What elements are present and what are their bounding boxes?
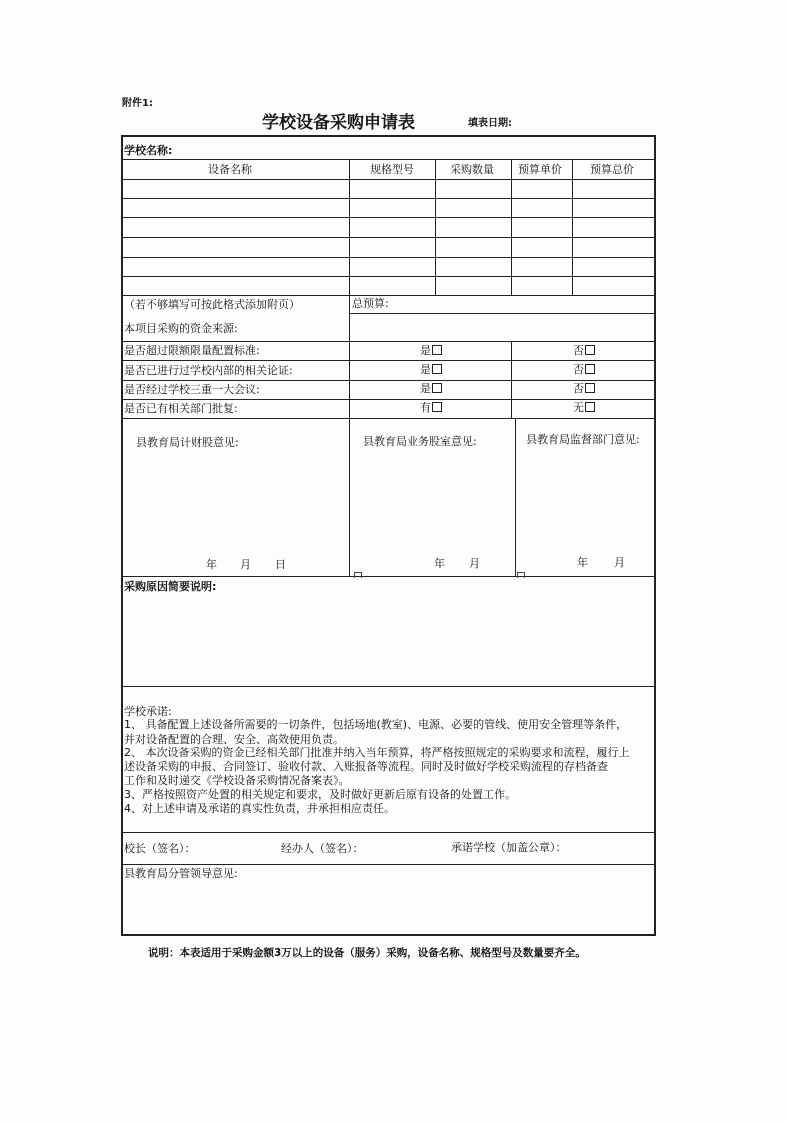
leader-opinion-label: 县教育局分管领导意见: — [124, 867, 238, 880]
reason-label: 采购原因简要说明: — [124, 580, 217, 593]
principal-signature-label: 校长（签名）： — [124, 842, 196, 855]
table-row[interactable] — [123, 277, 348, 295]
footer-note: 说明：本表适用于采购金额3万以上的设备（服务）采购，设备名称、规格型号及数量要齐全。 — [148, 947, 586, 959]
no-option[interactable]: 无 — [573, 401, 595, 415]
add-pages-note: （若不够填写可按此格式添加附页） — [124, 298, 300, 311]
question-label: 是否已进行过学校内部的相关论证: — [124, 364, 293, 377]
date-month: 月 — [240, 558, 251, 571]
checkbox-icon[interactable] — [432, 383, 442, 393]
column-header: 采购数量 — [450, 163, 494, 176]
checkbox-icon[interactable] — [432, 402, 442, 412]
question-label: 是否已有相关部门批复: — [124, 402, 238, 415]
table-row[interactable] — [123, 258, 348, 276]
checkbox-icon[interactable] — [585, 345, 595, 355]
commitment-line: 4、对上述申请及承诺的真实性负责，并承担相应责任。 — [124, 802, 395, 815]
fund-source-label: 本项目采购的资金来源: — [124, 322, 238, 335]
fund-source-field[interactable] — [351, 315, 651, 340]
yes-option[interactable]: 是 — [420, 382, 442, 396]
handler-signature-label: 经办人（签名）： — [281, 842, 364, 855]
table-row[interactable] — [123, 218, 348, 236]
box-fragment-icon — [354, 572, 362, 578]
business-opinion-label: 县教育局业务股室意见: — [363, 435, 477, 448]
no-option[interactable]: 否 — [573, 344, 595, 358]
column-header: 预算单价 — [518, 163, 562, 176]
fill-date-label: 填表日期: — [468, 118, 512, 129]
school-seal-label: 承诺学校（加盖公章）： — [451, 841, 567, 854]
yes-option[interactable]: 有 — [420, 401, 442, 415]
school-name-label: 学校名称: — [124, 144, 173, 157]
date-year: 年 — [206, 558, 217, 571]
checkbox-icon[interactable] — [432, 345, 442, 355]
commitment-line: 3、严格按照资产处置的相关规定和要求，及时做好更新后原有设备的处置工作。 — [124, 788, 516, 801]
table-row[interactable] — [123, 199, 348, 217]
checkbox-icon[interactable] — [585, 383, 595, 393]
checkbox-icon[interactable] — [585, 402, 595, 412]
box-fragment-icon — [517, 572, 525, 578]
checkbox-icon[interactable] — [585, 364, 595, 374]
checkbox-icon[interactable] — [432, 364, 442, 374]
commitment-line: 2、 本次设备采购的资金已经相关部门批准并纳入当年预算，将严格按照规定的采购要求和流程，履行上 — [124, 746, 630, 759]
date-year: 年 — [577, 556, 588, 569]
business-opinion-field[interactable] — [352, 452, 512, 552]
column-header: 规格型号 — [370, 163, 414, 176]
finance-opinion-label: 县教育局计财股意见: — [136, 436, 239, 449]
date-day: 日 — [275, 558, 286, 571]
finance-opinion-field[interactable] — [124, 452, 346, 552]
commitment-title: 学校承诺: — [124, 705, 172, 718]
date-month: 月 — [614, 556, 625, 569]
form-title: 学校设备采购申请表 — [262, 113, 415, 133]
question-label: 是否超过限额限量配置标准: — [124, 344, 260, 357]
yes-option[interactable]: 是 — [420, 363, 442, 377]
commitment-line: 并对设备配置的合理、安全、高效使用负责。 — [124, 733, 344, 746]
yes-option[interactable]: 是 — [420, 344, 442, 358]
column-header: 预算总价 — [590, 163, 634, 176]
column-header: 设备名称 — [208, 163, 252, 176]
supervision-opinion-label: 县教育局监督部门意见: — [526, 433, 640, 446]
leader-opinion-field[interactable] — [124, 883, 651, 931]
commitment-line: 述设备采购的申报、合同签订、验收付款、入账报备等流程。同时及时做好学校采购流程的存档备查 — [124, 760, 608, 773]
commitment-line: 工作和及时递交《学校设备采购情况备案表》。 — [124, 774, 350, 787]
total-budget-label: 总预算: — [352, 297, 389, 310]
reason-field[interactable] — [124, 596, 651, 684]
commitment-line: 1、 具备配置上述设备所需要的一切条件，包括场地(教室)、电源、必要的管线、使用安全管理等条件， — [124, 718, 628, 731]
date-year: 年 — [434, 557, 445, 570]
table-row[interactable] — [123, 180, 348, 198]
no-option[interactable]: 否 — [573, 382, 595, 396]
no-option[interactable]: 否 — [573, 363, 595, 377]
attachment-label: 附件1: — [122, 98, 153, 109]
total-budget-field[interactable] — [395, 297, 650, 312]
table-row[interactable] — [123, 238, 348, 256]
supervision-opinion-field[interactable] — [518, 452, 651, 552]
date-month: 月 — [469, 557, 480, 570]
question-label: 是否经过学校三重一大会议: — [124, 383, 260, 396]
